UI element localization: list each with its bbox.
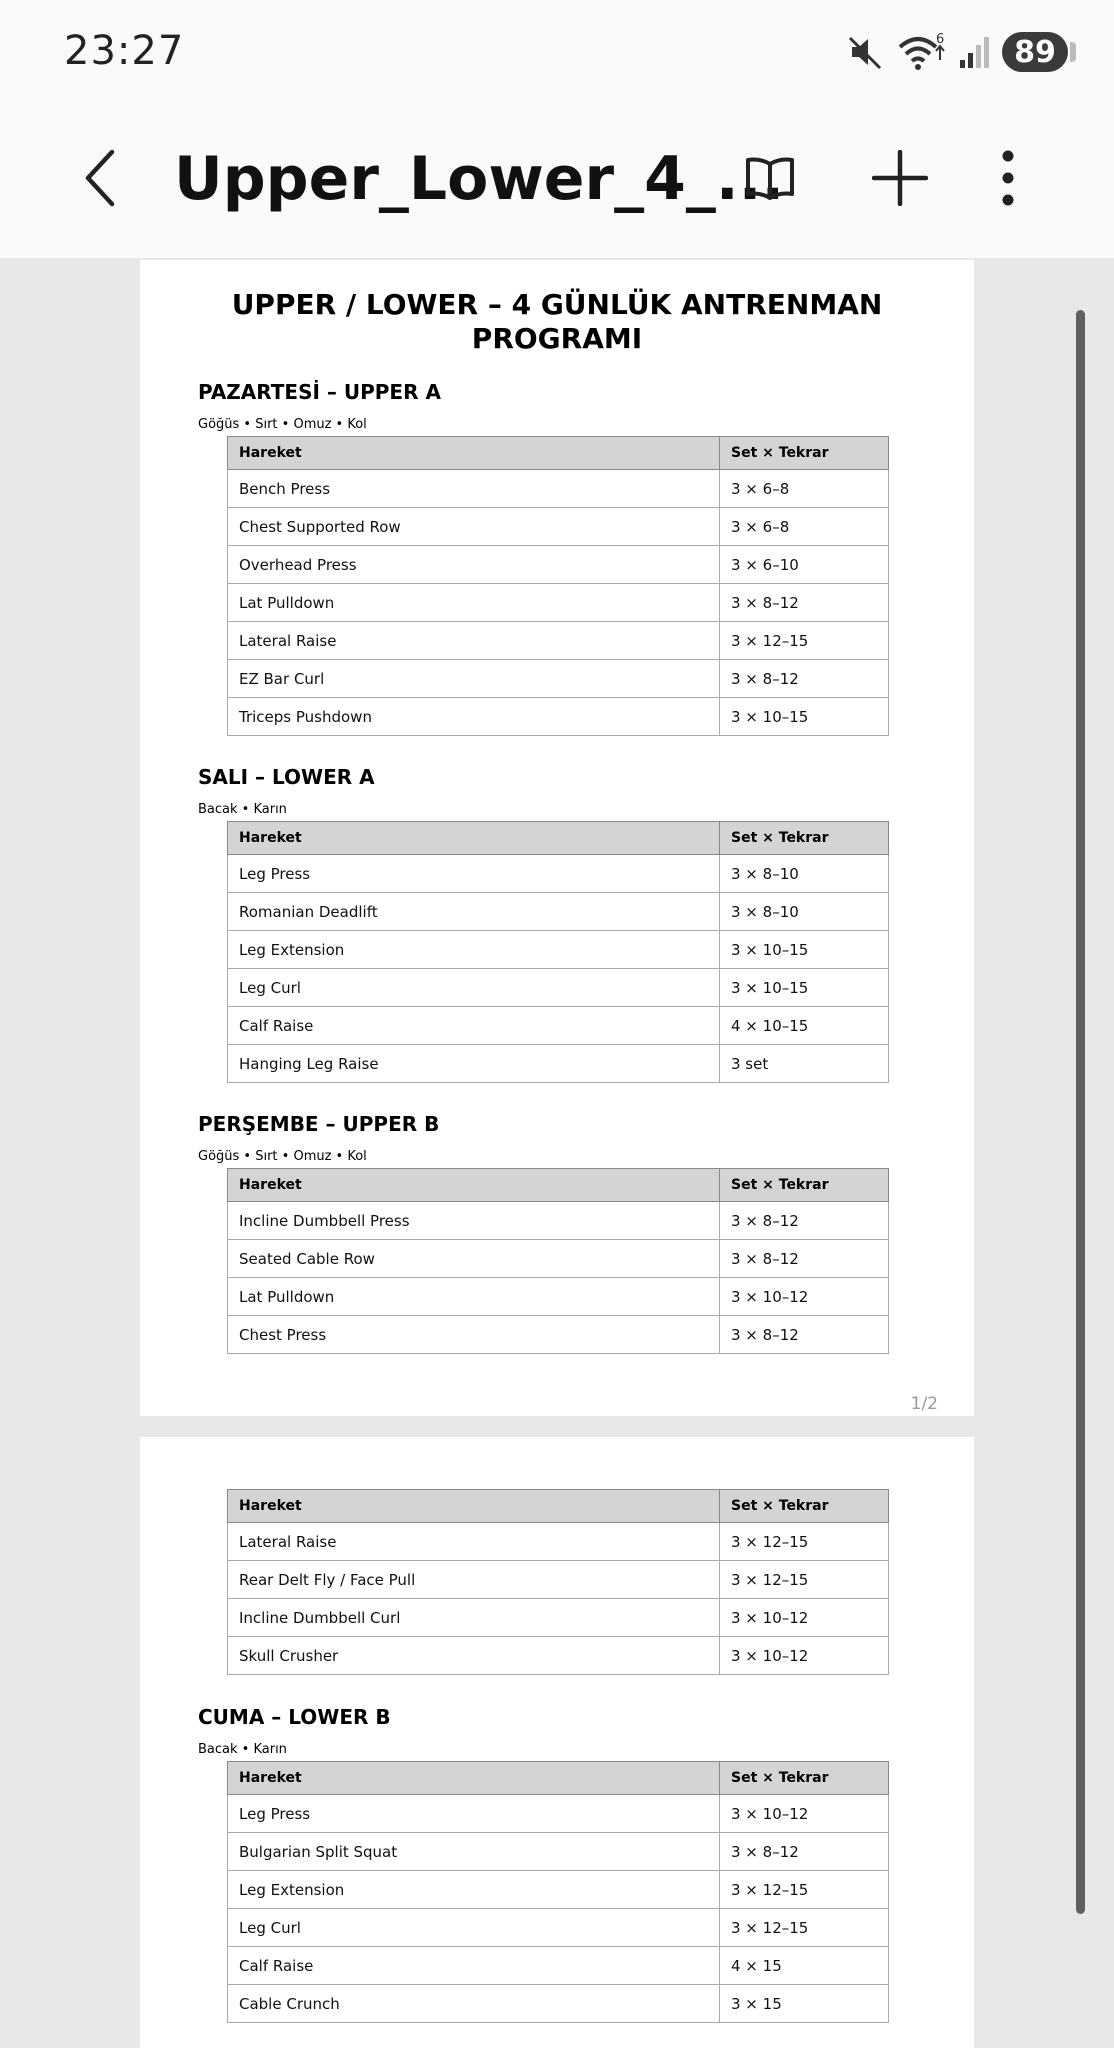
table-row	[228, 1833, 889, 1871]
battery-indicator: 89	[1002, 32, 1068, 72]
exercise-name: Bench Press	[228, 470, 720, 508]
table-row	[228, 698, 889, 736]
table-header-row	[228, 437, 889, 470]
column-header: Set × Tekrar	[720, 822, 889, 855]
exercise-name: Leg Press	[228, 855, 720, 893]
table-row	[228, 584, 889, 622]
table-row	[228, 546, 889, 584]
back-button[interactable]	[60, 138, 140, 218]
sets-reps: 3 × 8–10	[720, 855, 889, 893]
sets-reps: 3 × 10–12	[720, 1637, 889, 1675]
plus-icon	[872, 150, 928, 206]
section-title: PERŞEMBE – UPPER B	[198, 1112, 440, 1136]
table-row	[228, 1909, 889, 1947]
table-row	[228, 470, 889, 508]
table-row	[228, 1599, 889, 1637]
document-heading-line1: UPPER / LOWER – 4 GÜNLÜK ANTRENMAN	[231, 288, 883, 321]
exercise-table	[227, 1761, 889, 2023]
exercise-name: Skull Crusher	[228, 1637, 720, 1675]
table-row	[228, 1947, 889, 1985]
column-header: Set × Tekrar	[720, 1169, 889, 1202]
sets-reps: 3 × 15	[720, 1985, 889, 2023]
table-row	[228, 1795, 889, 1833]
wifi-badge: 6	[936, 32, 945, 47]
add-button[interactable]	[860, 138, 940, 218]
table-row	[228, 1871, 889, 1909]
section-subtitle: Göğüs • Sırt • Omuz • Kol	[198, 417, 367, 432]
table-header-row	[228, 822, 889, 855]
table-row	[228, 1637, 889, 1675]
table-row	[228, 969, 889, 1007]
sets-reps: 3 × 10–12	[720, 1795, 889, 1833]
exercise-name: Seated Cable Row	[228, 1240, 720, 1278]
chevron-left-icon	[80, 148, 120, 208]
mute-icon	[846, 32, 886, 72]
exercise-name: Leg Curl	[228, 1909, 720, 1947]
table-row	[228, 1985, 889, 2023]
exercise-name: Cable Crunch	[228, 1985, 720, 2023]
exercise-name: Leg Extension	[228, 931, 720, 969]
signal-icon	[958, 34, 992, 70]
exercise-name: Chest Press	[228, 1316, 720, 1354]
sets-reps: 3 × 8–10	[720, 893, 889, 931]
exercise-name: Leg Extension	[228, 1871, 720, 1909]
table-row	[228, 622, 889, 660]
table-row	[228, 660, 889, 698]
column-header: Hareket	[228, 1169, 720, 1202]
sets-reps: 3 × 6–8	[720, 470, 889, 508]
exercise-name: Overhead Press	[228, 546, 720, 584]
section-title: CUMA – LOWER B	[198, 1705, 391, 1729]
exercise-name: Incline Dumbbell Curl	[228, 1599, 720, 1637]
exercise-table	[227, 1168, 889, 1354]
exercise-table	[227, 1489, 889, 1675]
exercise-name: Leg Curl	[228, 969, 720, 1007]
section-subtitle: Göğüs • Sırt • Omuz • Kol	[198, 1149, 367, 1164]
sets-reps: 3 × 10–12	[720, 1278, 889, 1316]
table-row	[228, 1202, 889, 1240]
sets-reps: 3 × 8–12	[720, 1316, 889, 1354]
section-title: PAZARTESİ – UPPER A	[198, 380, 441, 404]
table-row	[228, 1523, 889, 1561]
table-row	[228, 508, 889, 546]
column-header: Hareket	[228, 437, 720, 470]
wifi-icon	[896, 31, 948, 73]
exercise-name: Incline Dumbbell Press	[228, 1202, 720, 1240]
sets-reps: 3 × 8–12	[720, 1240, 889, 1278]
exercise-name: Triceps Pushdown	[228, 698, 720, 736]
sets-reps: 3 × 8–12	[720, 1833, 889, 1871]
exercise-name: Romanian Deadlift	[228, 893, 720, 931]
scrollbar[interactable]	[1076, 310, 1085, 1914]
exercise-name: Bulgarian Split Squat	[228, 1833, 720, 1871]
sets-reps: 3 × 6–8	[720, 508, 889, 546]
exercise-table	[227, 821, 889, 1083]
section-subtitle: Bacak • Karın	[198, 1742, 287, 1757]
pdf-page-1	[140, 260, 974, 1416]
sets-reps: 4 × 10–15	[720, 1007, 889, 1045]
more-vertical-icon	[998, 150, 1018, 206]
more-options-button[interactable]	[968, 138, 1048, 218]
exercise-name: Lateral Raise	[228, 1523, 720, 1561]
sets-reps: 3 × 12–15	[720, 622, 889, 660]
column-header: Hareket	[228, 822, 720, 855]
column-header: Hareket	[228, 1490, 720, 1523]
exercise-name: Lat Pulldown	[228, 584, 720, 622]
table-row	[228, 893, 889, 931]
reader-mode-button[interactable]	[730, 138, 810, 218]
table-row	[228, 855, 889, 893]
sets-reps: 3 × 10–15	[720, 969, 889, 1007]
exercise-name: Lateral Raise	[228, 622, 720, 660]
document-heading-line2: PROGRAMI	[471, 322, 643, 355]
table-row	[228, 1316, 889, 1354]
sets-reps: 3 × 10–15	[720, 931, 889, 969]
sets-reps: 3 × 8–12	[720, 660, 889, 698]
page-indicator: 1/2	[910, 1394, 938, 1414]
sets-reps: 3 × 10–15	[720, 698, 889, 736]
table-header-row	[228, 1169, 889, 1202]
sets-reps: 3 × 8–12	[720, 584, 889, 622]
column-header: Set × Tekrar	[720, 437, 889, 470]
table-row	[228, 1561, 889, 1599]
exercise-name: Hanging Leg Raise	[228, 1045, 720, 1083]
book-icon	[742, 154, 798, 202]
sets-reps: 3 set	[720, 1045, 889, 1083]
table-row	[228, 1045, 889, 1083]
sets-reps: 4 × 15	[720, 1947, 889, 1985]
exercise-name: Rear Delt Fly / Face Pull	[228, 1561, 720, 1599]
exercise-name: Chest Supported Row	[228, 508, 720, 546]
exercise-name: Lat Pulldown	[228, 1278, 720, 1316]
sets-reps: 3 × 12–15	[720, 1871, 889, 1909]
sets-reps: 3 × 12–15	[720, 1561, 889, 1599]
document-heading	[140, 288, 974, 356]
table-row	[228, 1007, 889, 1045]
sets-reps: 3 × 8–12	[720, 1202, 889, 1240]
table-row	[228, 1240, 889, 1278]
table-header-row	[228, 1762, 889, 1795]
column-header: Set × Tekrar	[720, 1490, 889, 1523]
exercise-name: Calf Raise	[228, 1007, 720, 1045]
exercise-name: EZ Bar Curl	[228, 660, 720, 698]
status-icons	[846, 30, 1068, 74]
sets-reps: 3 × 12–15	[720, 1523, 889, 1561]
table-row	[228, 931, 889, 969]
table-header-row	[228, 1490, 889, 1523]
table-row	[228, 1278, 889, 1316]
sets-reps: 3 × 12–15	[720, 1909, 889, 1947]
status-time: 23:27	[64, 28, 185, 74]
column-header: Set × Tekrar	[720, 1762, 889, 1795]
column-header: Hareket	[228, 1762, 720, 1795]
app-toolbar	[0, 100, 1114, 258]
sets-reps: 3 × 10–12	[720, 1599, 889, 1637]
status-bar	[0, 0, 1114, 100]
pdf-page-2	[140, 1437, 974, 2048]
document-title: Upper_Lower_4_...	[174, 144, 785, 214]
sets-reps: 3 × 6–10	[720, 546, 889, 584]
section-subtitle: Bacak • Karın	[198, 802, 287, 817]
exercise-name: Leg Press	[228, 1795, 720, 1833]
exercise-table	[227, 436, 889, 736]
exercise-name: Calf Raise	[228, 1947, 720, 1985]
section-title: SALI – LOWER A	[198, 765, 375, 789]
